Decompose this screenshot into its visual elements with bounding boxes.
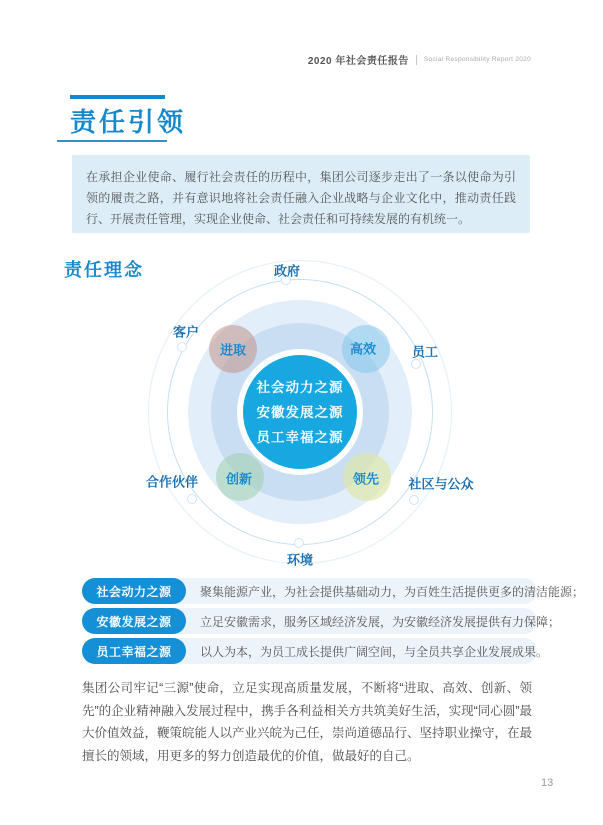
core-line-2: 安徽发展之源 bbox=[256, 404, 344, 420]
source-desc-3: 以人为本，为员工成长提供广阔空间，与全员共享企业发展成果。 bbox=[200, 644, 549, 659]
conclusion-text: 集团公司牢记“三源”使命，立足实现高质量发展，不断将“进取、高效、创新、领先”的企业精神融入发展过程中，携手各利益相关方共筑美好生活，实现“同心圆”最大价值效益，鞭策皖能人以产业兴皖为己任，崇尚道德品行、坚持职业操守，在最擅长的领域，用更多的努力创造最优的价值，做最好的自己。 bbox=[82, 681, 533, 763]
source-desc-2: 立足安徽需求，服务区域经济发展，为安徽经济发展提供有力保障； bbox=[200, 614, 561, 629]
page-header bbox=[308, 52, 531, 67]
stakeholder-environment: 环境 bbox=[286, 552, 314, 568]
value-label-chuangxin: 创新 bbox=[225, 471, 253, 487]
report-title-zh: 2020 年社会责任报告 bbox=[307, 56, 409, 67]
stakeholder-employees: 员工 bbox=[411, 344, 439, 360]
ring-node-bottom-left bbox=[187, 494, 197, 504]
source-row-2 bbox=[82, 608, 561, 634]
intro-text: 在承担企业使命、履行社会责任的历程中，集团公司逐步走出了一条以使命为引领的履责之路，并有意识地将社会责任融入企业战略与企业文化中，推动责任践行、开展责任管理，实现企业使命、社会责任和可持续发展的有机统一。 bbox=[86, 170, 516, 226]
core-line-3: 员工幸福之源 bbox=[256, 429, 344, 445]
stakeholder-partners: 合作伙伴 bbox=[145, 474, 199, 490]
source-badge-2: 安徽发展之源 bbox=[82, 608, 186, 634]
source-row-3 bbox=[82, 638, 549, 664]
philosophy-title: 责任理念 bbox=[64, 260, 144, 280]
ring-node-right bbox=[411, 359, 421, 369]
stakeholder-government: 政府 bbox=[273, 263, 301, 279]
report-title-en: Social Responsibility Report 2020 bbox=[423, 56, 531, 63]
value-label-lingxian: 领先 bbox=[352, 471, 380, 487]
core-line-1: 社会动力之源 bbox=[256, 379, 344, 395]
source-desc-1: 聚集能源产业，为社会提供基础动力，为百姓生活提供更多的清洁能源； bbox=[200, 584, 585, 599]
intro-box bbox=[72, 155, 530, 233]
ring-node-left bbox=[177, 342, 187, 352]
source-badge-3: 员工幸福之源 bbox=[82, 638, 186, 664]
value-label-jinqu: 进取 bbox=[219, 342, 247, 358]
sources-list bbox=[82, 578, 585, 668]
source-row-1 bbox=[82, 578, 585, 604]
source-badge-1: 社会动力之源 bbox=[82, 578, 186, 604]
stakeholder-customers: 客户 bbox=[172, 324, 200, 340]
header-divider bbox=[416, 55, 417, 65]
title-under-rule bbox=[57, 140, 167, 142]
section-title: 责任引领 bbox=[70, 107, 187, 137]
value-label-gaoxiao: 高效 bbox=[349, 341, 377, 357]
title-top-rule bbox=[70, 95, 165, 99]
ring-node-bottom bbox=[294, 538, 304, 548]
page-number: 13 bbox=[541, 777, 554, 789]
stakeholder-community: 社区与公众 bbox=[408, 476, 474, 492]
ring-node-bottom-right bbox=[409, 495, 419, 505]
diagram-core-circle bbox=[243, 355, 357, 469]
